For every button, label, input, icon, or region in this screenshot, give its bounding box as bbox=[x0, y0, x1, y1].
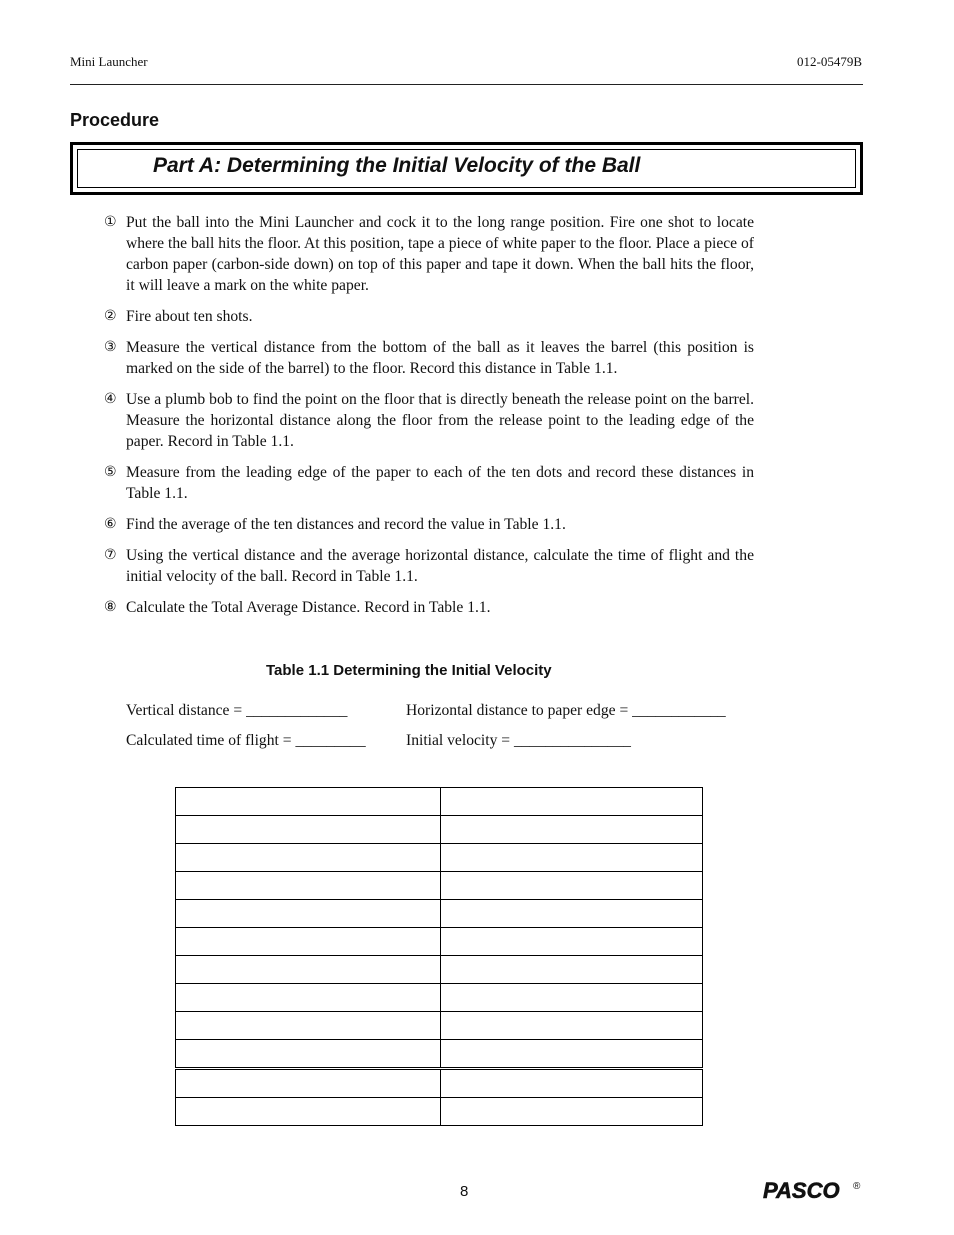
step-number: ⑤ bbox=[104, 464, 117, 480]
table-cell bbox=[176, 872, 441, 900]
table-cell bbox=[176, 1012, 441, 1040]
step-7 bbox=[104, 545, 754, 587]
step-1 bbox=[104, 212, 754, 296]
table-row bbox=[176, 1098, 703, 1126]
step-text: Fire about ten shots. bbox=[126, 308, 253, 325]
part-title-box bbox=[70, 142, 863, 195]
initial-velocity-field: Initial velocity = _______________ bbox=[406, 732, 631, 749]
table-caption: Table 1.1 Determining the Initial Velocity bbox=[266, 662, 552, 679]
step-number: ① bbox=[104, 214, 117, 230]
pasco-logo bbox=[763, 1178, 863, 1202]
table-cell bbox=[176, 928, 441, 956]
table-row bbox=[176, 1012, 703, 1040]
table-row bbox=[176, 900, 703, 928]
table-cell bbox=[441, 816, 703, 844]
table-row bbox=[176, 816, 703, 844]
pasco-logo-text: PASCO bbox=[763, 1178, 840, 1202]
table-cell bbox=[176, 900, 441, 928]
table-cell bbox=[176, 984, 441, 1012]
step-number: ⑦ bbox=[104, 547, 117, 563]
header-title: Mini Launcher bbox=[70, 54, 148, 69]
table-cell bbox=[441, 1040, 703, 1069]
step-5 bbox=[104, 462, 754, 504]
table-cell bbox=[176, 816, 441, 844]
table-cell bbox=[441, 928, 703, 956]
table-cell bbox=[441, 788, 703, 816]
table-cell bbox=[441, 956, 703, 984]
table-cell bbox=[176, 1040, 441, 1069]
step-number: ⑥ bbox=[104, 516, 117, 532]
header-rule bbox=[70, 84, 863, 85]
registered-mark: ® bbox=[853, 1181, 861, 1192]
part-title: Part A: Determining the Initial Velocity of the Ball bbox=[153, 154, 641, 177]
page-number: 8 bbox=[460, 1183, 469, 1200]
horizontal-distance-field: Horizontal distance to paper edge = ____________ bbox=[406, 702, 726, 719]
table-cell bbox=[441, 900, 703, 928]
table-row bbox=[176, 928, 703, 956]
step-text: Use a plumb bob to find the point on the floor that is directly beneath the release point on the barrel. Measure the horizontal distance along the floor from the release point to the leading edge of the paper. Record in Table 1.1. bbox=[126, 391, 754, 450]
table-cell bbox=[441, 1098, 703, 1126]
table-row bbox=[176, 788, 703, 816]
procedure-heading: Procedure bbox=[70, 110, 160, 130]
step-text: Put the ball into the Mini Launcher and cock it to the long range position. Fire one shot to locate where the ball hits the floor. At this position, tape a piece of white paper to the floor. Place a piece of carbon paper (carbon-side down) on top of this paper and tape it down. When the ball hits the floor, it will leave a mark on the white paper. bbox=[126, 214, 754, 294]
table-cell bbox=[176, 1098, 441, 1126]
time-of-flight-field: Calculated time of flight = _________ bbox=[126, 732, 366, 749]
table-cell bbox=[176, 844, 441, 872]
table-row bbox=[176, 1040, 703, 1069]
step-text: Find the average of the ten distances and record the value in Table 1.1. bbox=[126, 516, 566, 533]
step-6 bbox=[104, 514, 754, 535]
table-cell bbox=[441, 844, 703, 872]
vertical-distance-field: Vertical distance = _____________ bbox=[126, 702, 348, 719]
table-row bbox=[176, 844, 703, 872]
table-cell bbox=[441, 1012, 703, 1040]
step-number: ② bbox=[104, 308, 117, 324]
table-row bbox=[176, 872, 703, 900]
table-cell bbox=[441, 984, 703, 1012]
data-table bbox=[175, 787, 703, 1126]
table-row bbox=[176, 984, 703, 1012]
table-cell bbox=[176, 956, 441, 984]
step-text: Calculate the Total Average Distance. Record in Table 1.1. bbox=[126, 599, 491, 616]
step-number: ④ bbox=[104, 391, 117, 407]
step-text: Using the vertical distance and the average horizontal distance, calculate the time of flight and the initial velocity of the ball. Record in Table 1.1. bbox=[126, 547, 754, 585]
procedure-steps bbox=[104, 212, 754, 628]
table-row bbox=[176, 956, 703, 984]
table-cell bbox=[441, 872, 703, 900]
table-cell bbox=[176, 788, 441, 816]
step-text: Measure the vertical distance from the bottom of the ball as it leaves the barrel (this position is marked on the side of the barrel) to the floor. Record this distance in Table 1.1. bbox=[126, 339, 754, 377]
step-8 bbox=[104, 597, 754, 618]
table-cell bbox=[441, 1069, 703, 1098]
step-text: Measure from the leading edge of the paper to each of the ten dots and record these distances in Table 1.1. bbox=[126, 464, 754, 502]
table-cell bbox=[176, 1069, 441, 1098]
step-4 bbox=[104, 389, 754, 452]
step-number: ⑧ bbox=[104, 599, 117, 615]
step-2 bbox=[104, 306, 754, 327]
table-row bbox=[176, 1069, 703, 1098]
step-3 bbox=[104, 337, 754, 379]
step-number: ③ bbox=[104, 339, 117, 355]
document-number: 012-05479B bbox=[797, 54, 862, 69]
